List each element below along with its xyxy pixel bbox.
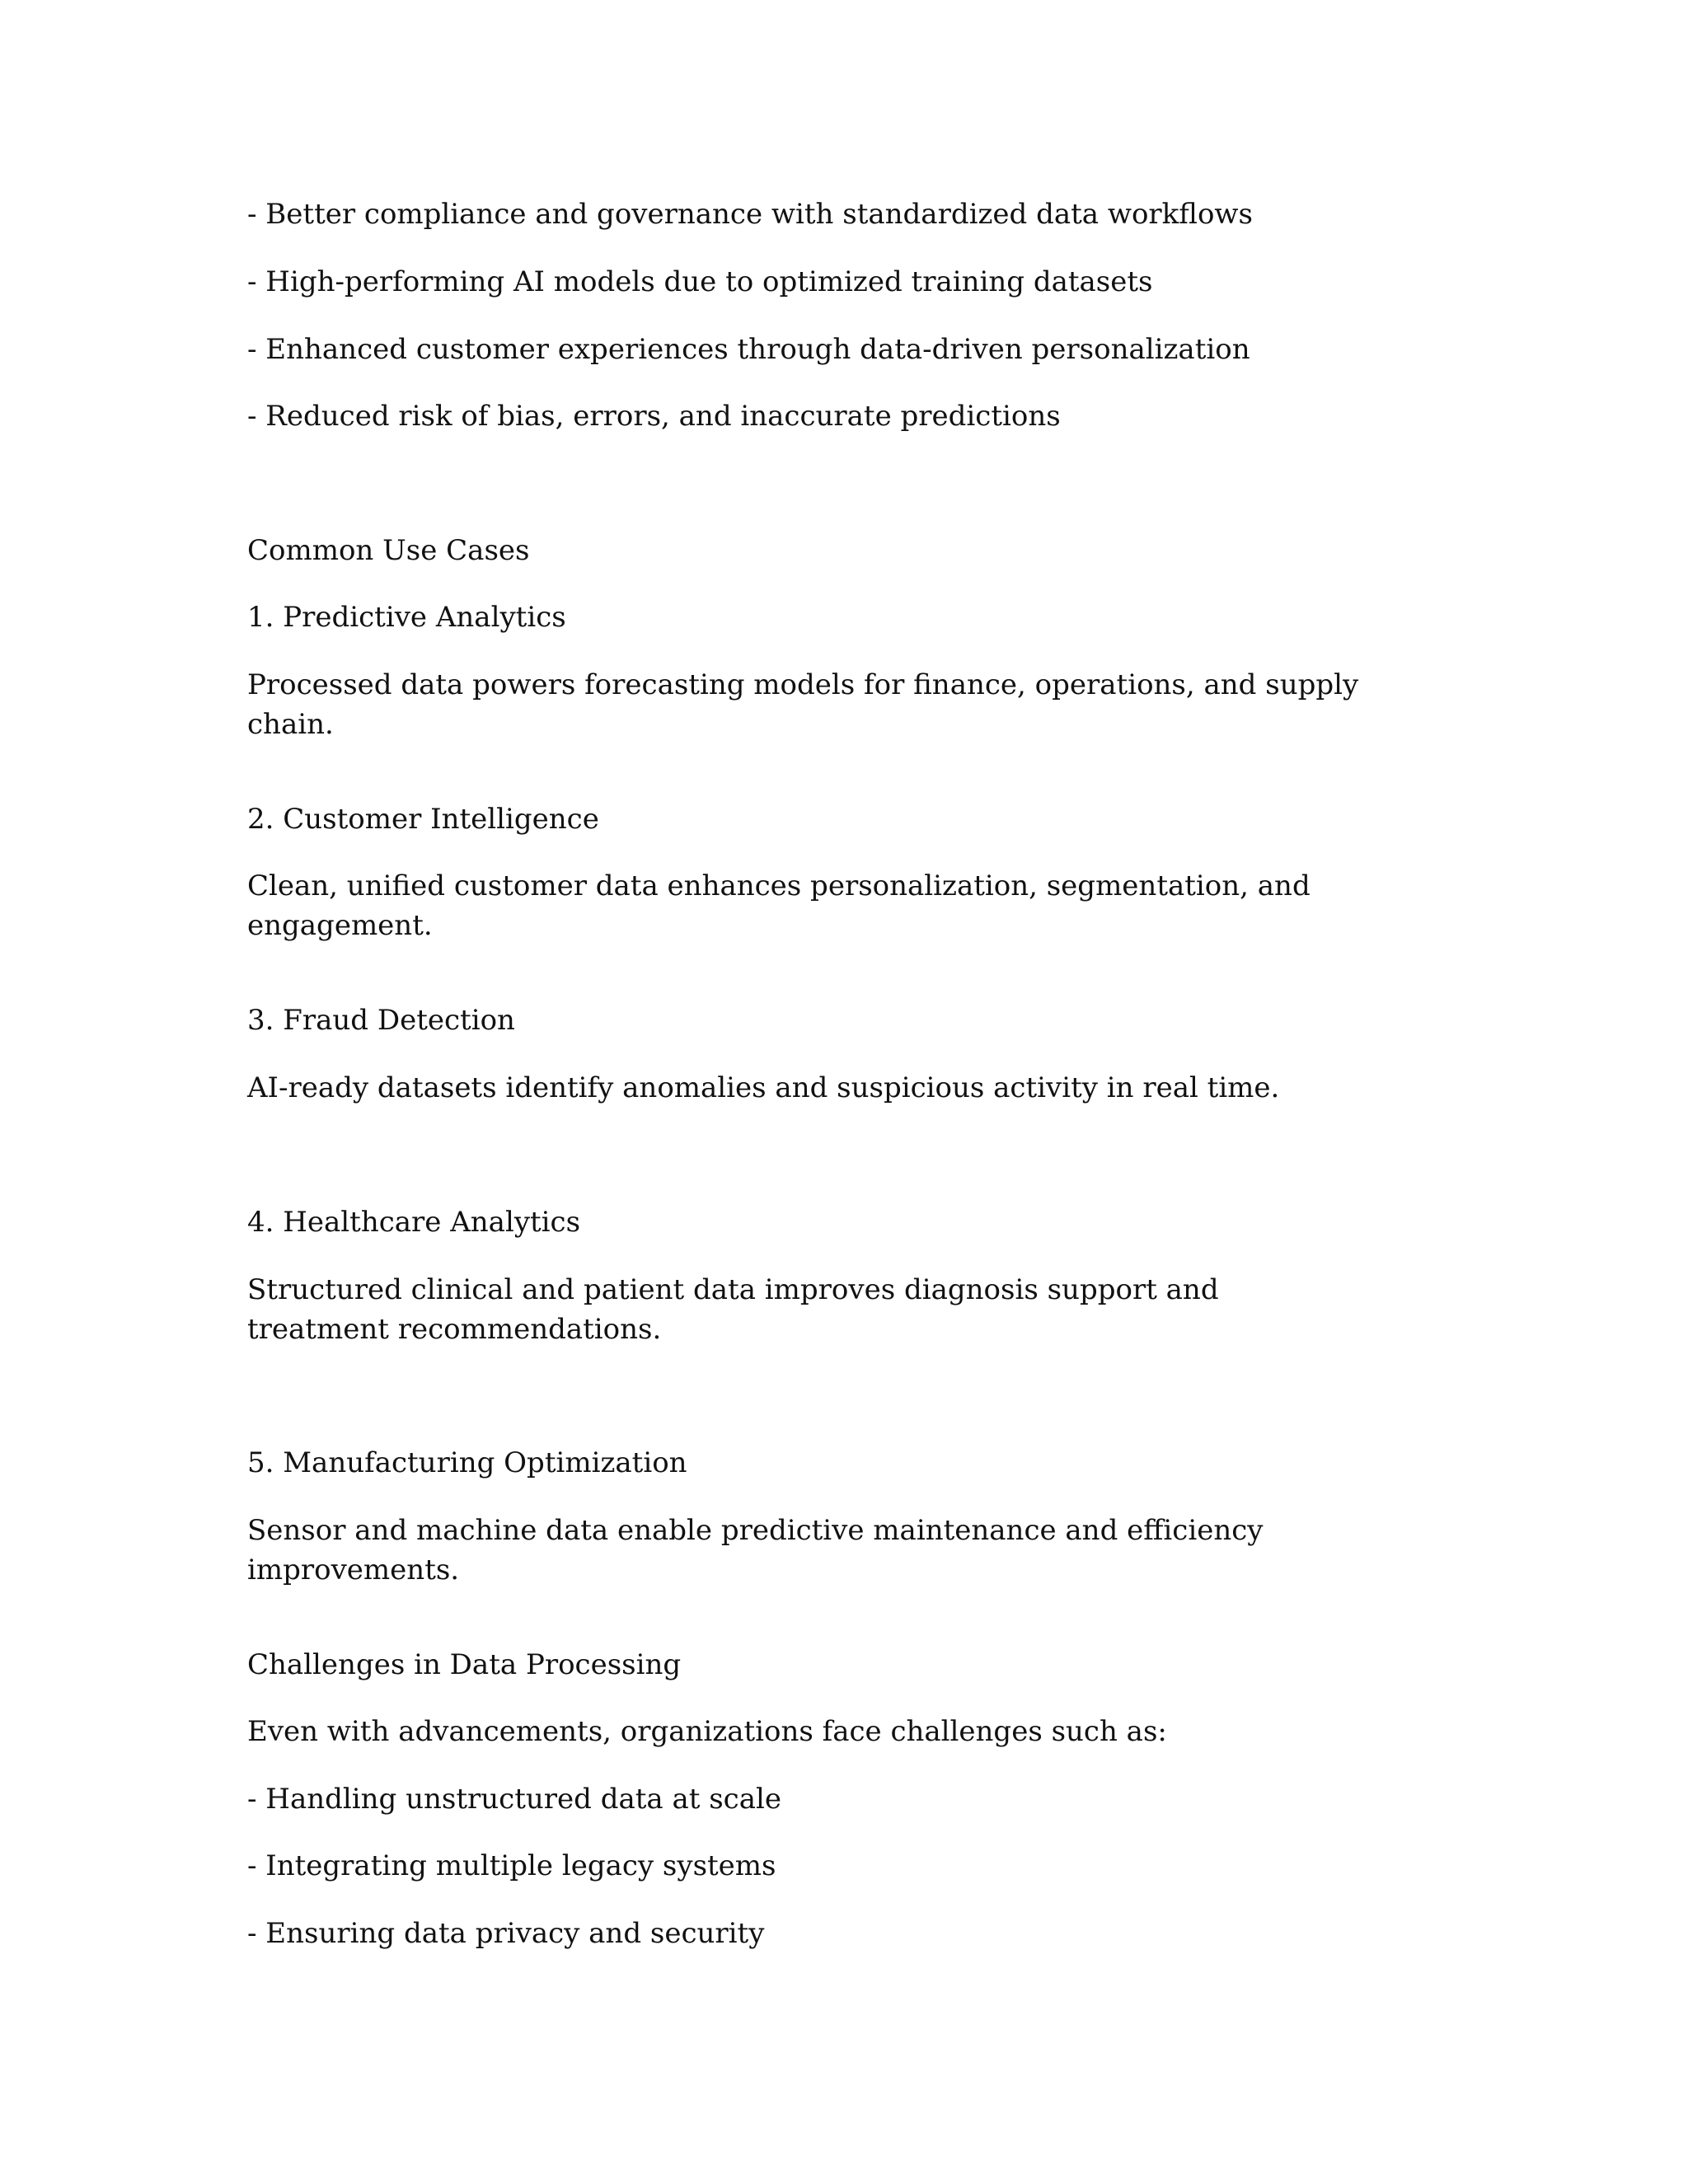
use-case-description: Processed data powers forecasting models for finance, operations, and supply chain. bbox=[247, 668, 1368, 741]
use-cases-heading: Common Use Cases bbox=[247, 534, 530, 567]
benefit-item: - Better compliance and governance with standardized data workflows bbox=[247, 198, 1253, 231]
use-case-title: 5. Manufacturing Optimization bbox=[247, 1446, 687, 1479]
benefit-item: - Enhanced customer experiences through data-driven personalization bbox=[247, 333, 1250, 366]
use-case-title: 2. Customer Intelligence bbox=[247, 803, 599, 836]
challenge-item: - Handling unstructured data at scale bbox=[247, 1783, 781, 1816]
benefit-item: - Reduced risk of bias, errors, and inaccurate predictions bbox=[247, 400, 1061, 433]
benefit-item: - High-performing AI models due to optimized training datasets bbox=[247, 265, 1153, 298]
use-case-title: 3. Fraud Detection bbox=[247, 1004, 515, 1037]
use-case-description: Clean, unified customer data enhances personalization, segmentation, and engagement. bbox=[247, 869, 1320, 942]
challenge-item: - Integrating multiple legacy systems bbox=[247, 1849, 776, 1882]
challenges-intro: Even with advancements, organizations face challenges such as: bbox=[247, 1715, 1167, 1748]
use-case-title: 4. Healthcare Analytics bbox=[247, 1206, 581, 1239]
challenges-heading: Challenges in Data Processing bbox=[247, 1648, 682, 1681]
use-case-title: 1. Predictive Analytics bbox=[247, 601, 566, 634]
use-case-description: AI-ready datasets identify anomalies and suspicious activity in real time. bbox=[247, 1071, 1280, 1104]
use-case-description: Structured clinical and patient data improves diagnosis support and treatment recommendations. bbox=[247, 1273, 1228, 1346]
use-case-description: Sensor and machine data enable predictive maintenance and efficiency improvements. bbox=[247, 1514, 1273, 1586]
challenge-item: - Ensuring data privacy and security bbox=[247, 1917, 765, 1950]
